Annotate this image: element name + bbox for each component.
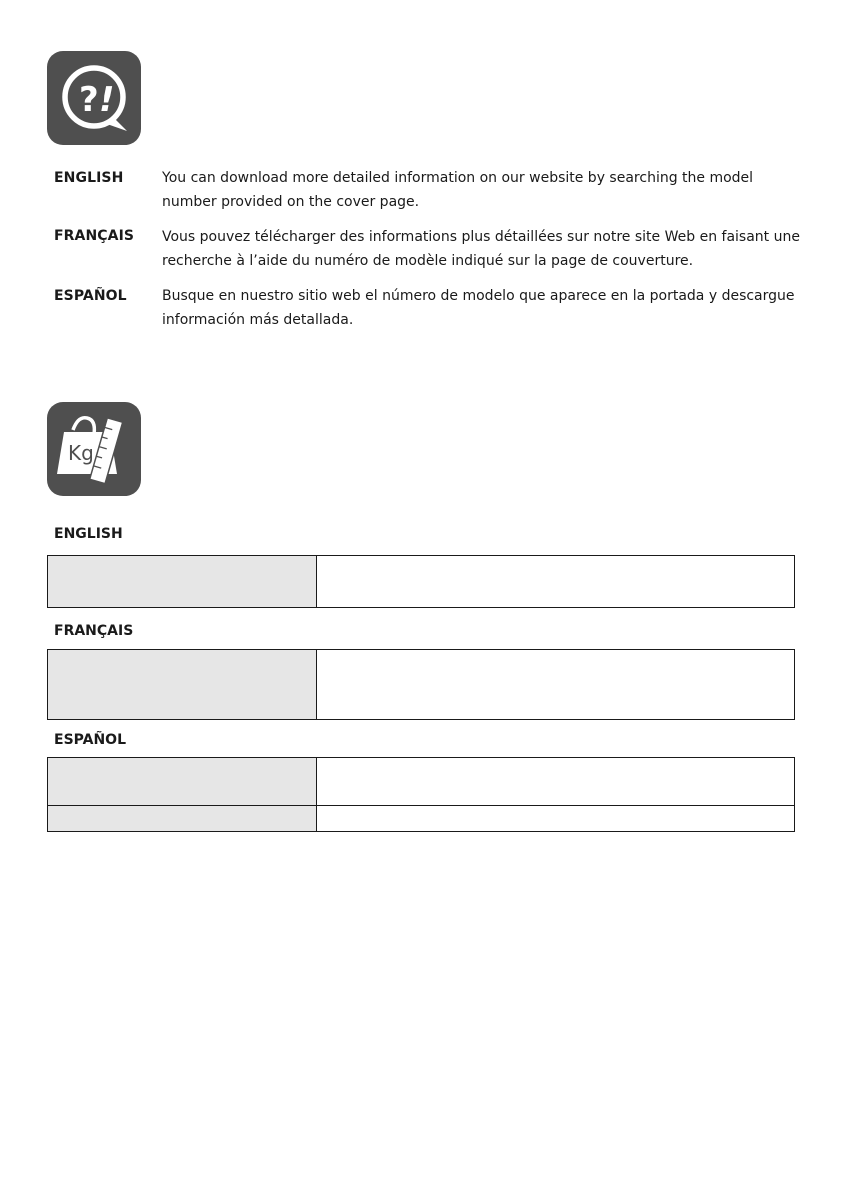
spec-value-cell: [317, 806, 795, 832]
help-text: Busque en nuestro sitio web el número de modelo que aparece en la portada y descargue información más detallada.: [162, 288, 795, 328]
spec-key-cell: [48, 758, 317, 806]
spec-table-english: [47, 555, 795, 608]
table-row: [48, 650, 795, 720]
spec-key-cell: [48, 806, 317, 832]
language-label: ESPAÑOL: [54, 288, 127, 304]
table-row: [48, 758, 795, 806]
spec-table-spanish: [47, 757, 795, 832]
help-text: You can download more detailed information on our website by searching the model number provided on the cover page.: [162, 170, 754, 210]
spec-heading-spanish: ESPAÑOL: [54, 732, 126, 748]
table-row: [48, 806, 795, 832]
spec-value-cell: [317, 556, 795, 608]
help-text: Vous pouvez télécharger des informations plus détaillées sur notre site Web en faisant une recherche à l’aide du numéro de modèle indiqué sur la page de couverture.: [162, 229, 800, 269]
spec-value-cell: [317, 650, 795, 720]
svg-text:?: ?: [79, 80, 99, 120]
language-label: ENGLISH: [54, 170, 124, 186]
language-label: FRANÇAIS: [54, 228, 135, 244]
weight-kg-bag-ruler-icon: [47, 402, 141, 496]
spec-heading-english: ENGLISH: [54, 526, 123, 542]
spec-value-cell: [317, 758, 795, 806]
question-exclamation-chat-icon: [47, 51, 141, 145]
spec-key-cell: [48, 650, 317, 720]
svg-text:Kg: Kg: [68, 441, 94, 465]
table-row: [48, 556, 795, 608]
svg-text:!: !: [99, 80, 115, 120]
spec-key-cell: [48, 556, 317, 608]
spec-heading-french: FRANÇAIS: [54, 623, 134, 639]
spec-table-french: [47, 649, 795, 720]
